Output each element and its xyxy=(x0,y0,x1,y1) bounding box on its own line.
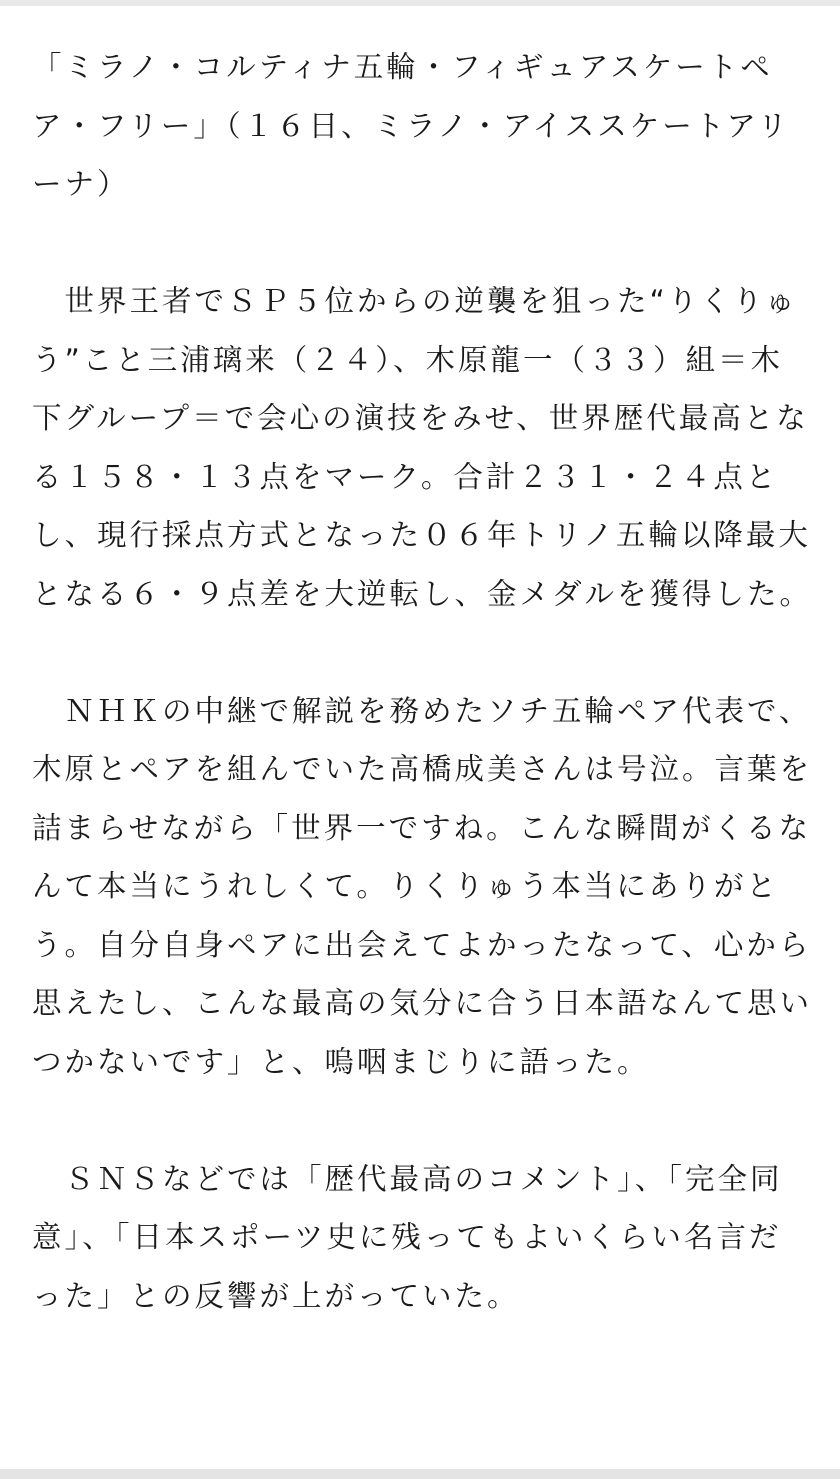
paragraph-spacer xyxy=(32,214,812,273)
article-paragraph-commentary: ＮＨＫの中継で解説を務めたソチ五輪ペア代表で、木原とペアを組んでいた高橋成美さんは号泣。言葉を詰まらせながら「世界一ですね。こんな瞬間がくるなんて本当にうれしくて。りくりゅう本当にありがとう。自分自身ペアに出会えてよかったなって、心から思えたし、こんな最高の気分に合う日本語なんて思いつかないです」と、嗚咽まじりに語った。 xyxy=(32,693,813,1079)
article-paragraph-result: 世界王者でＳＰ５位からの逆襲を狙った“りくりゅう”こと三浦璃来（２４）、木原龍一（３３）組＝木下グループ＝で会心の演技をみせ、世界歴代最高となる１５８・１３点をマーク。合計２３１・２４点とし、現行採点方式となった０６年トリノ五輪以降最大となる６・９点差を大逆転し、金メダルを獲得した。 xyxy=(32,284,813,611)
paragraph-spacer xyxy=(32,623,812,682)
paragraph-spacer xyxy=(32,1091,812,1150)
article-body xyxy=(32,38,812,1325)
article-paragraph-reaction: ＳＮＳなどでは「歴代最高のコメント」、「完全同意」、「日本スポーツ史に残ってもよいくらい名言だった」との反響が上がっていた。 xyxy=(32,1161,783,1313)
bottom-bar xyxy=(0,1469,840,1479)
top-bar xyxy=(0,0,840,6)
article-paragraph-dateline: 「ミラノ・コルティナ五輪・フィギュアスケートペア・フリー」（１６日、ミラノ・アイススケートアリーナ） xyxy=(32,50,791,201)
